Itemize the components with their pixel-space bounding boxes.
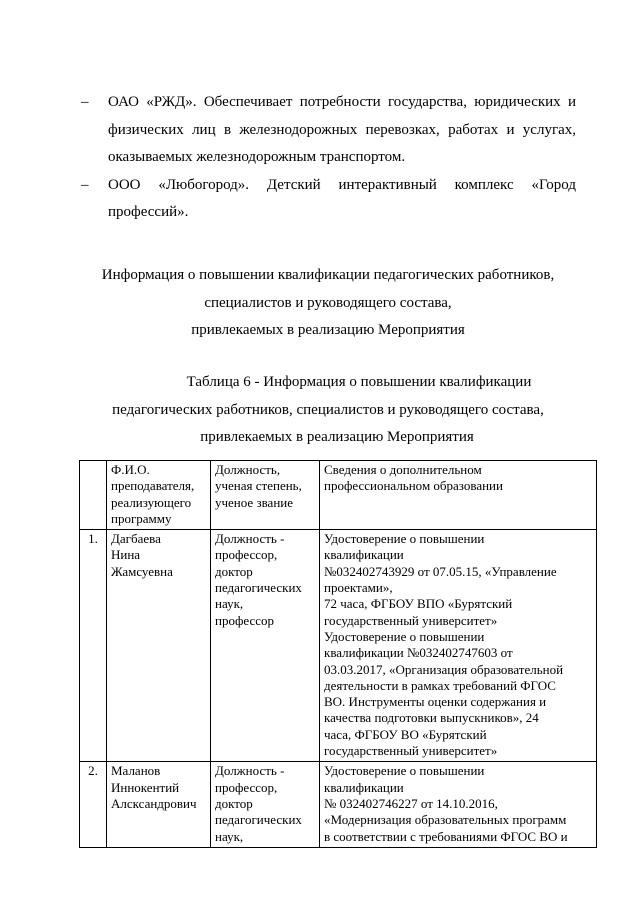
row-position — [211, 762, 320, 847]
cell-line: Дагбаева — [111, 531, 161, 547]
cell-line: Ф.И.О. — [111, 462, 150, 477]
header-cell-name — [107, 461, 211, 530]
cell-line: профессор — [215, 612, 275, 628]
cell-line: Удостоверение о повышении — [324, 531, 485, 547]
cell-line: квалификации — [324, 547, 404, 563]
cell-line: ВО. Инструменты оценки содержания и — [324, 694, 547, 710]
cell-line: Должность - — [215, 763, 285, 779]
cell-line: государственный университет» — [324, 612, 498, 628]
bullet-line: физических лиц в железнодорожных перевозках, работах и услугах, — [108, 121, 576, 138]
table-body — [80, 461, 597, 848]
cell-line: часа, ФГБОУ ВО «Бурятский — [324, 726, 487, 742]
bullet-line: профессий». — [108, 204, 189, 220]
heading-line: привлекаемых в реализацию Мероприятия — [191, 322, 465, 338]
cell-line: профессор, — [215, 547, 278, 563]
caption-line: Таблица 6 - Информация о повышении квалификации — [186, 374, 532, 390]
cell-line: 03.03.2017, «Организация образовательной — [324, 661, 564, 677]
bullet-line: ООО «Любогород». Детский интерактивный комплекс «Город — [108, 176, 576, 193]
cell-line: программу — [111, 510, 172, 526]
cell-line: преподавателя, — [111, 478, 195, 494]
cell-line: в соответствии с требованиями ФГОС ВО и — [324, 828, 568, 844]
heading-line: Информация о повышении квалификации педагогических работников, — [101, 267, 555, 283]
cell-line: Удостоверение о повышении — [324, 628, 485, 644]
cell-line: качества подготовки выпускников», 24 — [324, 710, 539, 726]
cell-line: реализующего — [111, 494, 192, 510]
cell-line: деятельности в рамках требований ФГОС — [324, 677, 556, 693]
row-info — [320, 530, 597, 762]
cell-line: ученое звание — [215, 494, 293, 510]
table-row — [80, 762, 597, 847]
row-name — [107, 762, 211, 847]
cell-line: педагогических — [215, 812, 302, 828]
header-cell-number — [80, 461, 107, 530]
cell-line: №032402743929 от 07.05.15, «Управление — [324, 563, 557, 579]
cell-line: квалификации — [324, 779, 404, 795]
cell-line: Удостоверение о повышении — [324, 763, 485, 779]
row-position — [211, 530, 320, 762]
table-row — [80, 530, 597, 762]
header-cell-position — [211, 461, 320, 530]
cell-line: 72 часа, ФГБОУ ВПО «Бурятский — [324, 596, 513, 612]
caption-line: педагогических работников, специалистов и руководящего состава, — [112, 401, 544, 418]
cell-line: проектами», — [324, 580, 393, 596]
cell-line: № 032402746227 от 14.10.2016, — [324, 795, 498, 811]
bullet-list — [80, 89, 576, 227]
qualification-table — [79, 460, 597, 848]
cell-line: профессиональном образовании — [324, 478, 503, 494]
caption-line: привлекаемых в реализацию Мероприятия — [200, 429, 474, 445]
bullet-dash: – — [81, 176, 89, 193]
cell-line: педагогических — [215, 580, 302, 596]
row-name — [107, 530, 211, 762]
section-heading — [80, 262, 576, 345]
cell-line: наук, — [215, 596, 244, 612]
row-info — [320, 762, 597, 847]
cell-line: доктор — [215, 563, 253, 579]
cell-line: Жамсуевна — [111, 563, 173, 579]
bullet-dash: – — [81, 94, 89, 110]
cell-line: Должность - — [215, 531, 285, 547]
cell-line: Должность, — [215, 462, 281, 477]
row-number: 1. — [80, 530, 107, 762]
table-header-row — [80, 461, 597, 530]
cell-line: Алсксандрович — [111, 795, 197, 811]
bullet-item-lubogorod — [80, 172, 576, 227]
cell-line: Иннокентий — [111, 779, 180, 795]
cell-line: ученая степень, — [215, 478, 302, 494]
bullet-item-rzd — [80, 89, 576, 172]
cell-line: государственный университет» — [324, 743, 498, 759]
cell-line: доктор — [215, 795, 253, 811]
cell-line: квалификации №032402747603 от — [324, 645, 513, 661]
cell-line: «Модернизация образовательных программ — [324, 812, 567, 828]
cell-line: Маланов — [111, 763, 161, 779]
cell-line: наук, — [215, 828, 244, 844]
bullet-line: оказываемых железнодорожным транспортом. — [108, 149, 406, 165]
heading-line: специалистов и руководящего состава, — [204, 294, 452, 311]
cell-line: профессор, — [215, 779, 278, 795]
header-cell-info — [320, 461, 597, 530]
row-number: 2. — [80, 762, 107, 847]
cell-line: Сведения о дополнительном — [324, 462, 482, 477]
cell-line: Нина — [111, 547, 141, 563]
bullet-line: ОАО «РЖД». Обеспечивает потребности государства, юридических и — [108, 94, 576, 110]
table-caption — [80, 369, 576, 452]
